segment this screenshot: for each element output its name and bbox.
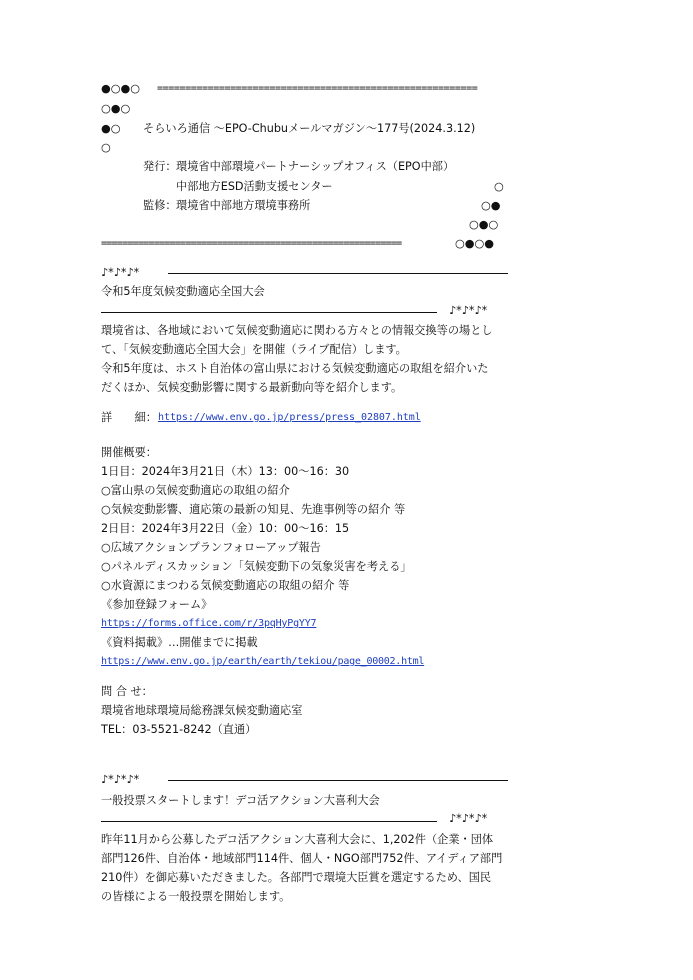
overview-label: 開催概要： [101, 446, 157, 459]
detail-link[interactable]: https://www.env.go.jp/press/press_02807.html [158, 412, 421, 423]
header-dots-3: ●○ [101, 122, 121, 135]
schedule-item: ○気候変動影響、適応策の最新の知見、先進事例等の紹介 等 [101, 503, 406, 516]
divider-line [101, 312, 437, 313]
article-body-line: 令和5年度は、ホスト自治体の富山県における気候変動適応の取組を紹介いた [101, 362, 489, 375]
schedule-day-1: 1日目：2024年3月21日（木）13：00～16：30 [101, 465, 350, 478]
newsletter-title: そらいろ通信 ～EPO-Chubuメールマガジン～177号(2024.3.12) [143, 122, 476, 135]
publisher-name-2: 中部地方ESD活動支援センター [176, 180, 333, 193]
article-body-line: 昨年11月から公募したデコ活アクション大喜利大会に、1,202件（企業・団体 [101, 833, 494, 846]
header-rule-bottom: ========================================================= [101, 238, 402, 249]
contact-label: 問 合 せ： [101, 685, 153, 698]
schedule-item: ○富山県の気候変動適応の取組の紹介 [101, 484, 290, 497]
schedule-item: ○広域アクションプランフォローアップ報告 [101, 541, 321, 554]
article-title: 令和5年度気候変動適応全国大会 [101, 285, 265, 298]
header-dots-6: ○● [481, 199, 501, 212]
contact-org: 環境省地球環境局総務課気候変動適応室 [101, 704, 303, 717]
schedule-day-2: 2日目：2024年3月22日（金）10：00～16：15 [101, 522, 350, 535]
header-dots-4: ○ [101, 141, 111, 154]
divider-line [101, 821, 437, 822]
schedule-item: ○パネルディスカッション「気候変動下の気象災害を考える」 [101, 560, 412, 573]
detail-label: 詳 細： [101, 411, 157, 424]
header-dots-1: ●○●○ [101, 82, 141, 95]
publisher-name: 環境省中部環境パートナーシップオフィス（EPO中部） [176, 160, 455, 173]
notes-mark-top: ♪*♪*♪* [101, 773, 140, 786]
article-title: 一般投票スタートします！デコ活アクション大喜利大会 [101, 794, 380, 807]
notes-mark-bottom: ♪*♪*♪* [449, 812, 488, 825]
article-body-line: 部門126件、自治体・地域部門114件、個人・NGO部門752件、アイディア部門 [101, 852, 503, 865]
article-body-line: て、「気候変動適応全国大会」を開催（ライブ配信）します。 [101, 343, 407, 356]
divider-line [168, 273, 508, 274]
materials-link[interactable]: https://www.env.go.jp/earth/earth/tekiou/page_00002.html [101, 656, 425, 667]
article-body-line: の皆様による一般投票を開始します。 [101, 890, 291, 903]
header-dots-7: ○●○ [469, 218, 499, 231]
article-body-line: 環境省は、各地域において気候変動適応に関わる方々との情報交換等の場とし [101, 324, 493, 337]
article-body-line: 210件）を御応募いただきました。各部門で環境大臣賞を選定するため、国民 [101, 871, 492, 884]
divider-line [168, 780, 508, 781]
register-link[interactable]: https://forms.office.com/r/3pqHyPgYY7 [101, 618, 317, 629]
publisher-label: 発行： [143, 160, 177, 173]
article-body-line: だくほか、気候変動影響に関する最新動向等を紹介します。 [101, 381, 403, 394]
notes-mark-bottom: ♪*♪*♪* [449, 304, 488, 317]
header-rule-top: ========================================================= [157, 83, 478, 94]
materials-label: 《資料掲載》…開催までに掲載 [101, 636, 258, 649]
schedule-item: ○水資源にまつわる気候変動適応の取組の紹介 等 [101, 579, 350, 592]
header-dots-5: ○ [494, 180, 504, 193]
notes-mark-top: ♪*♪*♪* [101, 266, 140, 279]
contact-tel: TEL：03-5521-8242（直通） [101, 723, 257, 736]
register-label: 《参加登録フォーム》 [101, 598, 213, 611]
supervisor-label: 監修： [143, 199, 177, 212]
header-dots-8: ○●○● [455, 237, 495, 250]
supervisor-name: 環境省中部地方環境事務所 [176, 199, 311, 212]
header-dots-2: ○●○ [101, 102, 131, 115]
